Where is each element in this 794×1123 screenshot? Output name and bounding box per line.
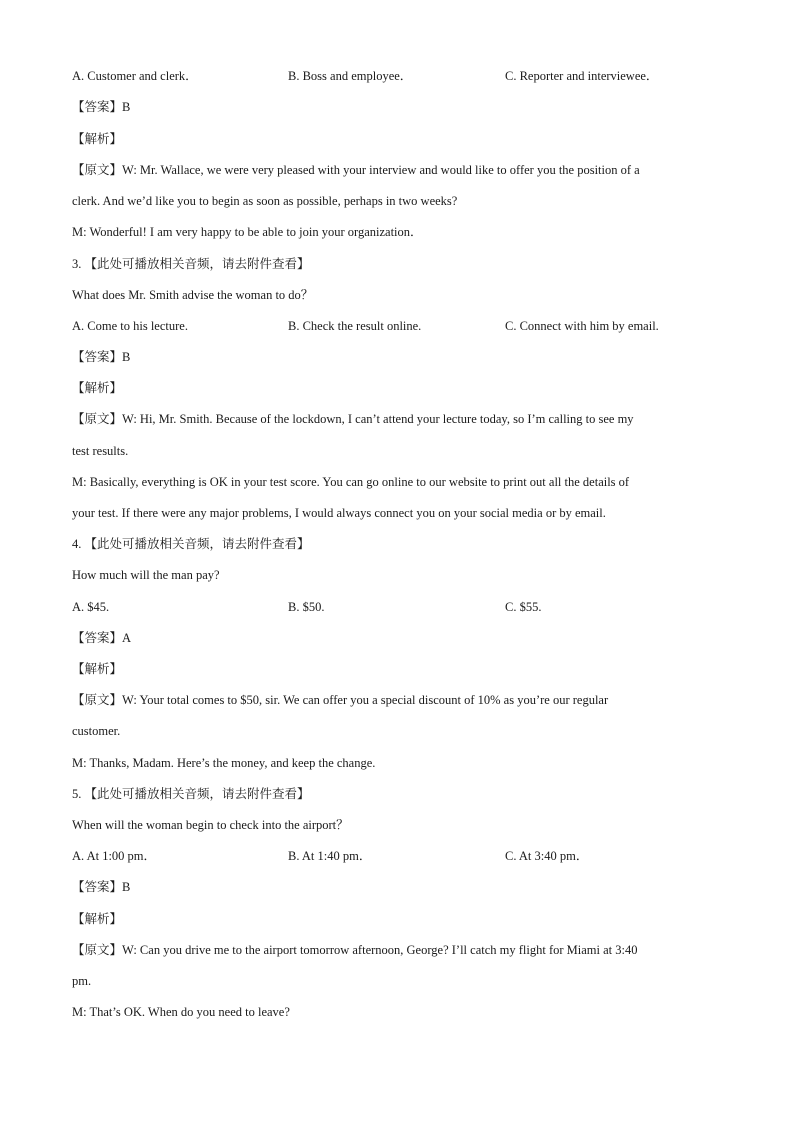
q2-analysis: 【解析】 <box>72 132 123 146</box>
q3-answer: 【答案】B <box>72 350 131 364</box>
q4-option-c: C. $55. <box>505 600 542 614</box>
q5-transcript-line: pm. <box>72 974 92 988</box>
q3-option-a: A. Come to his lecture. <box>72 319 188 333</box>
q2-option-b: B. Boss and employee． <box>288 69 413 83</box>
q3-analysis: 【解析】 <box>72 381 123 395</box>
q3-transcript-line: M: Basically, everything is OK in your test score. You can go online to our website to print out all the details of <box>72 475 630 489</box>
q2-answer: 【答案】B <box>72 100 131 114</box>
q4-analysis: 【解析】 <box>72 662 123 676</box>
q5-heading: 5. 【此处可播放相关音频，请去附件查看】 <box>72 787 310 801</box>
q5-question: When will the woman begin to check into the airport？ <box>72 818 349 832</box>
q4-question: How much will the man pay? <box>72 568 220 582</box>
q3-option-b: B. Check the result online. <box>288 319 422 333</box>
q5-option-a: A. At 1:00 pm． <box>72 849 157 863</box>
q3-question: What does Mr. Smith advise the woman to do？ <box>72 288 314 302</box>
q4-transcript-line: customer. <box>72 724 121 738</box>
q5-analysis: 【解析】 <box>72 912 123 926</box>
q4-option-a: A. $45. <box>72 600 110 614</box>
q5-option-c: C. At 3:40 pm． <box>505 849 589 863</box>
q3-transcript-line: 【原文】W: Hi, Mr. Smith. Because of the lockdown, I can’t attend your lecture today, so I’m calling to see my <box>72 412 634 426</box>
q2-option-a: A. Customer and clerk． <box>72 69 198 83</box>
q4-transcript-line: 【原文】W: Your total comes to $50, sir. We can offer you a special discount of 10% as you’re our regular <box>72 693 609 707</box>
q3-transcript-line: your test. If there were any major problems, I would always connect you on your social media or by email. <box>72 506 606 520</box>
q5-option-b: B. At 1:40 pm． <box>288 849 372 863</box>
q5-answer: 【答案】B <box>72 880 131 894</box>
q4-answer: 【答案】A <box>72 631 132 645</box>
q2-transcript-line: clerk. And we’d like you to begin as soon as possible, perhaps in two weeks? <box>72 194 458 208</box>
q2-transcript-line: M: Wonderful! I am very happy to be able to join your organization． <box>72 225 423 239</box>
q5-transcript-line: 【原文】W: Can you drive me to the airport tomorrow afternoon, George? I’ll catch my flight for Miami at 3:40 <box>72 943 638 957</box>
q3-transcript-line: test results. <box>72 444 129 458</box>
q2-option-c: C. Reporter and interviewee． <box>505 69 659 83</box>
q4-heading: 4. 【此处可播放相关音频，请去附件查看】 <box>72 537 310 551</box>
q3-heading: 3. 【此处可播放相关音频，请去附件查看】 <box>72 257 310 271</box>
q2-transcript-line: 【原文】W: Mr. Wallace, we were very pleased with your interview and would like to offer you the position of a <box>72 163 640 177</box>
q4-transcript-line: M: Thanks, Madam. Here’s the money, and keep the change. <box>72 756 376 770</box>
q3-option-c: C. Connect with him by email. <box>505 319 659 333</box>
q4-option-b: B. $50. <box>288 600 325 614</box>
q5-transcript-line: M: That’s OK. When do you need to leave? <box>72 1005 290 1019</box>
